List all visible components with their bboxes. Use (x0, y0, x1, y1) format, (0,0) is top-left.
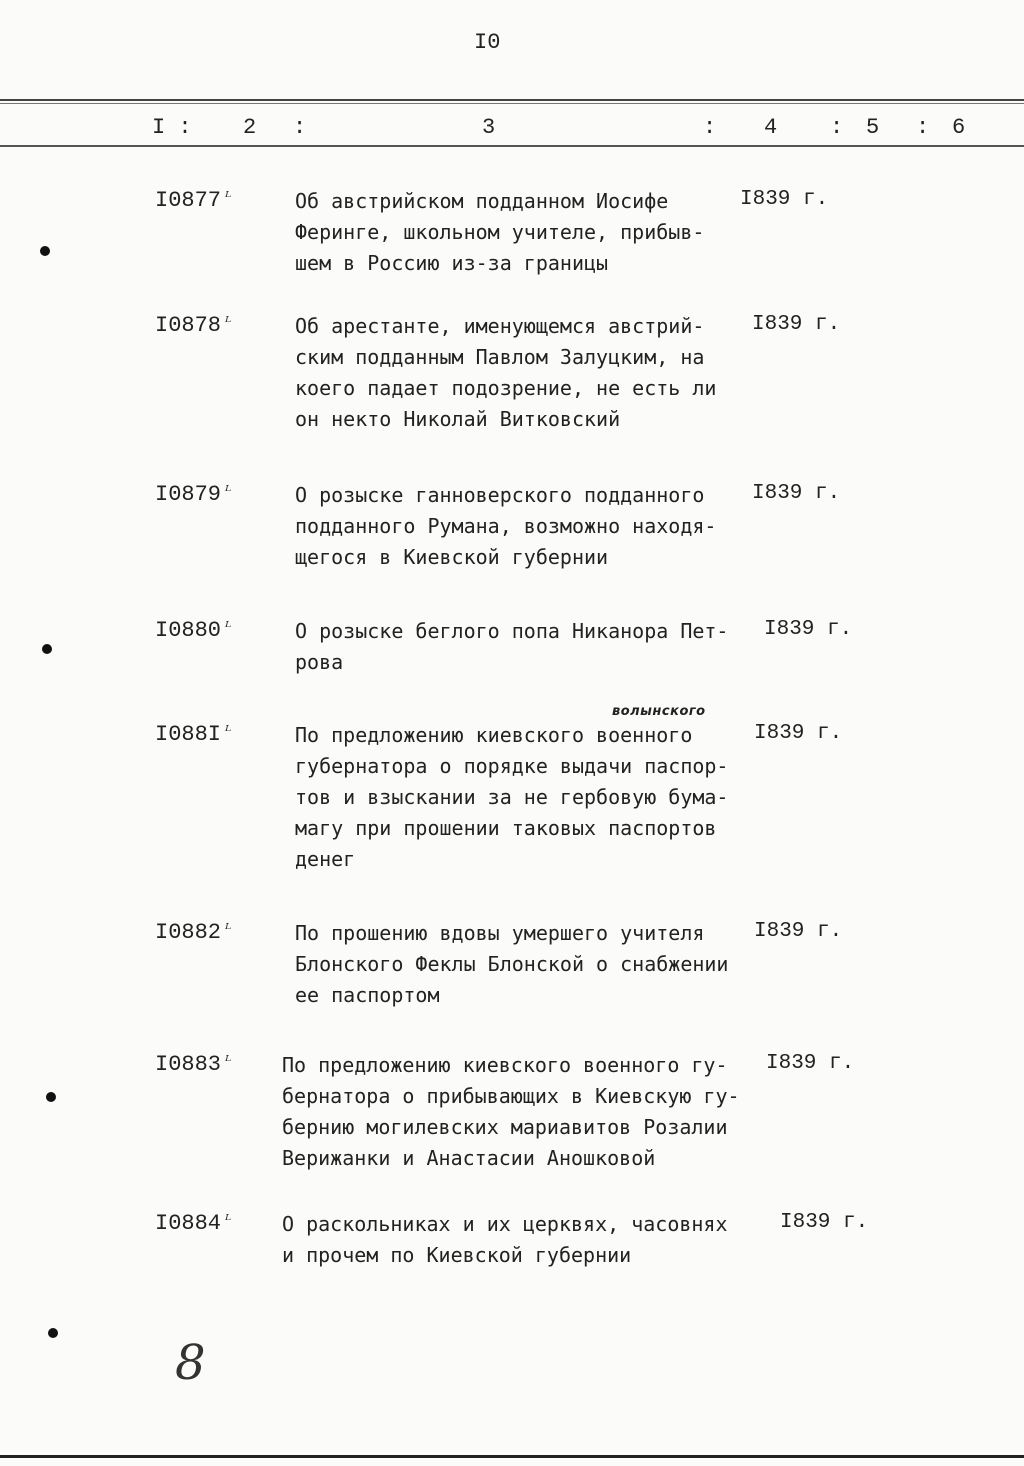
record-description: По прошению вдовы умершего учителя Блонского Феклы Блонской о снабжении ее паспортом (295, 921, 729, 1007)
record-year: I839 г. (754, 722, 843, 745)
record-year: I839 г. (752, 482, 841, 505)
record-number: I0879 ᴸ (155, 482, 232, 507)
record-number: I088I ᴸ (155, 722, 232, 747)
check-mark-icon: ᴸ (225, 482, 232, 500)
record-description: Об арестанте, именующемся австрий- ским подданным Павлом Залуцким, на коего падает подозрение, не есть ли он некто Николай Витковский (295, 314, 717, 431)
check-mark-icon: ᴸ (225, 313, 232, 331)
binding-hole (42, 644, 52, 654)
record-year: I839 г. (766, 1052, 855, 1075)
column-separator: : (703, 115, 717, 140)
record-description: О раскольниках и их церквях, часовнях и прочем по Киевской губернии (282, 1212, 728, 1267)
record-number: I0878 ᴸ (155, 313, 232, 338)
header-rule-bottom (0, 145, 1024, 147)
check-mark-icon: ᴸ (225, 1052, 232, 1070)
record-number: I0880 ᴸ (155, 618, 232, 643)
check-mark-icon: ᴸ (225, 722, 232, 740)
record-number: I0884 ᴸ (155, 1211, 232, 1236)
record-number: I0882 ᴸ (155, 920, 232, 945)
record-description: О розыске ганноверского подданного подданного Румана, возможно находя- щегося в Киевской губернии (295, 483, 717, 569)
column-header-1: I : (152, 115, 192, 140)
check-mark-icon: ᴸ (225, 188, 232, 206)
header-rule-top (0, 99, 1024, 101)
binding-hole (46, 1092, 56, 1102)
column-header-4: 4 (764, 115, 778, 140)
record-number: I0877 ᴸ (155, 188, 232, 213)
column-header-2: 2 (243, 115, 257, 140)
record-year: I839 г. (754, 920, 843, 943)
record-year: I839 г. (780, 1211, 869, 1234)
record-year: I839 г. (752, 313, 841, 336)
check-mark-icon: ᴸ (225, 618, 232, 636)
header-rule-top-thin (0, 103, 1024, 104)
column-separator: : (830, 115, 844, 140)
record-description: По предложению киевского военного гу- бернатора о прибывающих в Киевскую гу- бернию могилевских мариавитов Розалии Верижанки и Анастасии Аношковой (282, 1053, 740, 1170)
binding-hole (48, 1328, 58, 1338)
check-mark-icon: ᴸ (225, 1211, 232, 1229)
record-year: I839 г. (764, 618, 853, 641)
column-separator: : (293, 115, 307, 140)
record-number: I0883 ᴸ (155, 1052, 232, 1077)
handwritten-insertion: волынского (612, 704, 706, 719)
column-header-3: 3 (482, 115, 496, 140)
record-description: О розыске беглого попа Никанора Пет- рова (295, 619, 729, 674)
column-separator: : (916, 115, 930, 140)
record-description: По предложению киевского военного губернатора о порядке выдачи паспор- тов и взыскании за не гербовую бума- магу при прошении таковых паспортов денег (295, 723, 729, 871)
binding-hole (40, 246, 50, 256)
check-mark-icon: ᴸ (225, 920, 232, 938)
record-year: I839 г. (740, 188, 829, 211)
column-header-6: 6 (952, 115, 966, 140)
page-number: I0 (474, 30, 501, 55)
column-header-5: 5 (866, 115, 880, 140)
record-description: Об австрийском подданном Иосифе Ферингe, школьном учителе, прибыв- шем в Россию из-за границы (295, 189, 705, 275)
handwritten-sheet-number: 8 (175, 1335, 206, 1391)
footer-rule (0, 1455, 1024, 1458)
